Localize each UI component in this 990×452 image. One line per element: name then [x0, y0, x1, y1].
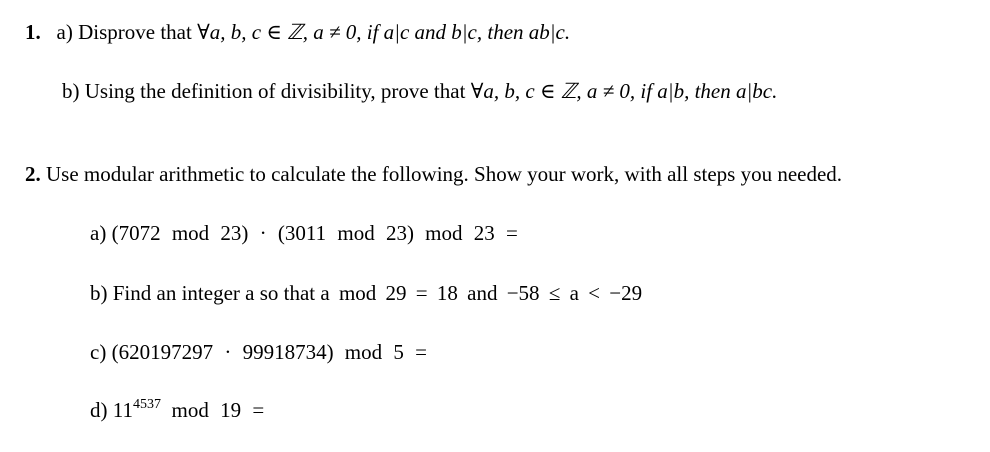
problem-2-instruction — [25, 164, 842, 185]
problem-1-number: 1. — [25, 20, 41, 44]
problem-2c-label: c) — [90, 340, 107, 364]
problem-2d-base: 11 — [112, 398, 133, 422]
problem-2-part-b — [90, 283, 642, 304]
problem-2a-label: a) — [90, 221, 107, 245]
problem-2b-expr: a mod 29 = 18 and −58 ≤ a < −29 — [320, 281, 643, 305]
problem-1a-text: Disprove that — [78, 20, 192, 44]
problem-2-part-d — [90, 397, 265, 422]
problem-1-part-b — [62, 81, 777, 102]
problem-2b-label: b) — [90, 281, 108, 305]
problem-2c-expr: (620197297 · 99918734) mod 5 = — [111, 340, 427, 364]
problem-1b-math: ∀a, b, c ∈ ℤ, a ≠ 0, if a|b, then a|bc. — [470, 79, 778, 103]
problem-2d-expr-rest: mod 19 = — [171, 398, 265, 422]
problem-1a-label: a) — [56, 20, 73, 44]
problem-2-part-c — [90, 342, 427, 363]
problem-1-part-a — [25, 22, 570, 43]
problem-2-number: 2. — [25, 162, 41, 186]
problem-2-part-a — [90, 223, 518, 244]
problem-1a-math: ∀a, b, c ∈ ℤ, a ≠ 0, if a|c and b|c, then ab|c. — [197, 20, 571, 44]
problem-1b-text: Using the definition of divisibility, prove that — [84, 79, 466, 103]
problem-1b-label: b) — [62, 79, 80, 103]
problem-2b-text: Find an integer a so that — [112, 281, 316, 305]
problem-2a-expr: (7072 mod 23) · (3011 mod 23) mod 23 = — [111, 221, 518, 245]
problem-2d-label: d) — [90, 398, 108, 422]
problem-2d-exponent: 4537 — [132, 397, 161, 412]
problem-2-instruction-text: Use modular arithmetic to calculate the following. Show your work, with all steps you needed. — [46, 162, 843, 186]
